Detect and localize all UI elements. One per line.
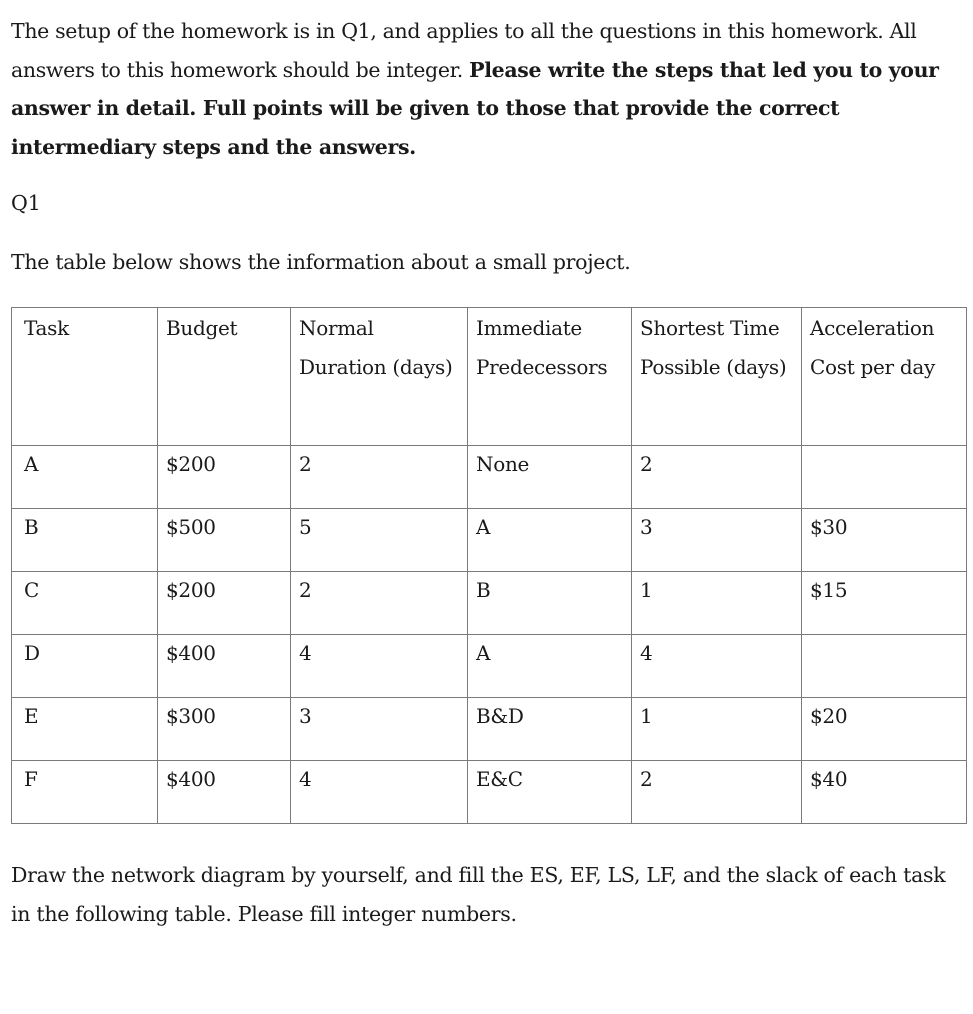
header-normal-duration: Normal Duration (days)	[291, 308, 468, 446]
cell-shortest-time: 1	[632, 572, 802, 635]
table-row	[12, 635, 967, 698]
cell-predecessors: None	[468, 446, 632, 509]
cell-shortest-time: 3	[632, 509, 802, 572]
cell-predecessors: B	[468, 572, 632, 635]
instruction-text: Draw the network diagram by yourself, and fill the ES, EF, LS, LF, and the slack of each task in the following table. Please fill integer numbers.	[11, 863, 946, 926]
table-header-row	[12, 308, 967, 446]
question-label: Q1	[11, 191, 41, 215]
cell-acceleration-cost: $15	[802, 572, 967, 635]
header-acceleration-cost: Acceleration Cost per day	[802, 308, 967, 446]
cell-shortest-time: 2	[632, 761, 802, 824]
cell-normal-duration: 2	[291, 572, 468, 635]
cell-task: F	[12, 761, 158, 824]
table-row	[12, 572, 967, 635]
cell-task: A	[12, 446, 158, 509]
intro-text: The setup of the homework is in Q1, and applies to all the questions in this homework. All answers to this homework should be integer.	[11, 19, 917, 82]
cell-acceleration-cost: $20	[802, 698, 967, 761]
cell-budget: $200	[158, 446, 291, 509]
cell-budget: $200	[158, 572, 291, 635]
header-budget: Budget	[158, 308, 291, 446]
cell-budget: $300	[158, 698, 291, 761]
cell-acceleration-cost: $40	[802, 761, 967, 824]
cell-shortest-time: 1	[632, 698, 802, 761]
header-shortest-time: Shortest Time Possible (days)	[632, 308, 802, 446]
header-task: Task	[12, 308, 158, 446]
table-row	[12, 446, 967, 509]
intro-bold-text: Please write the steps that led you to your answer in detail. Full points will be given to those that provide the correct intermediary steps and the answers.	[11, 57, 939, 159]
homework-intro	[11, 12, 971, 166]
cell-budget: $500	[158, 509, 291, 572]
table-intro-text: The table below shows the information about a small project.	[11, 250, 631, 274]
cell-normal-duration: 2	[291, 446, 468, 509]
cell-acceleration-cost	[802, 446, 967, 509]
table-row	[12, 761, 967, 824]
cell-task: B	[12, 509, 158, 572]
cell-task: C	[12, 572, 158, 635]
cell-task: E	[12, 698, 158, 761]
table-row	[12, 509, 967, 572]
project-info-table	[11, 307, 967, 824]
cell-normal-duration: 4	[291, 635, 468, 698]
cell-predecessors: A	[468, 635, 632, 698]
cell-predecessors: E&C	[468, 761, 632, 824]
cell-normal-duration: 4	[291, 761, 468, 824]
cell-predecessors: A	[468, 509, 632, 572]
cell-predecessors: B&D	[468, 698, 632, 761]
table-row	[12, 698, 967, 761]
cell-shortest-time: 4	[632, 635, 802, 698]
cell-acceleration-cost: $30	[802, 509, 967, 572]
cell-budget: $400	[158, 761, 291, 824]
cell-budget: $400	[158, 635, 291, 698]
cell-shortest-time: 2	[632, 446, 802, 509]
cell-normal-duration: 3	[291, 698, 468, 761]
cell-task: D	[12, 635, 158, 698]
cell-acceleration-cost	[802, 635, 967, 698]
cell-normal-duration: 5	[291, 509, 468, 572]
header-immediate-predecessors: Immediate Predecessors	[468, 308, 632, 446]
